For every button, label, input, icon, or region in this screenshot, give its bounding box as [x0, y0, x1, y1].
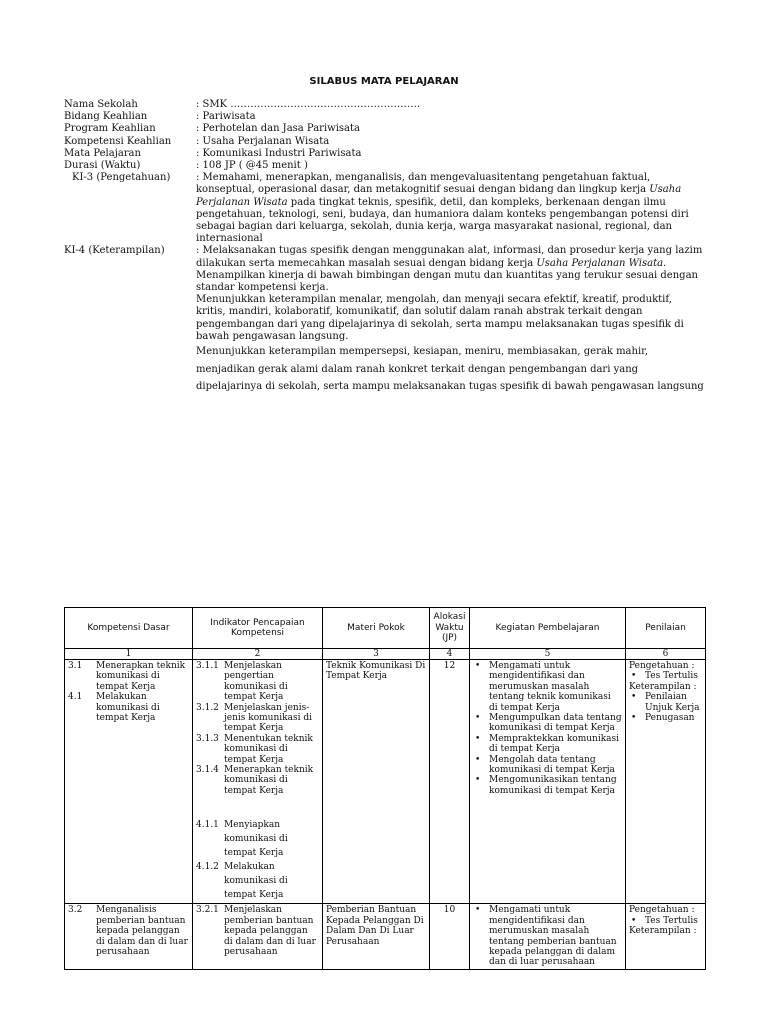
info-value: : Komunikasi Industri Pariwisata: [196, 147, 362, 159]
table-row: [65, 904, 706, 969]
penilaian-keterampilan-label: Keterampilan :: [629, 926, 697, 937]
info-row-ki3: [64, 172, 704, 245]
kegiatan-item: • Mengomunikasikan tentang komunikasi di tempat Kerja: [485, 775, 622, 796]
column-number: 4: [430, 649, 470, 660]
penilaian-keterampilan-list: [629, 692, 702, 723]
penilaian-cell: [626, 904, 706, 969]
penilaian-cell: [626, 660, 706, 904]
column-number: 3: [323, 649, 430, 660]
ipk-number: 4.1.2: [196, 862, 219, 873]
info-value: : Usaha Perjalanan Wisata: [196, 135, 330, 147]
info-label: Bidang Keahlian: [64, 111, 148, 123]
ki3-text-emphasis: Usaha Perjalanan Wisata: [196, 184, 682, 208]
kegiatan-item: • Mengolah data tentang komunikasi di tempat Kerja: [485, 755, 622, 776]
ipk-item: [196, 860, 319, 902]
ki4-text-part: Menampilkan kinerja di bawah bimbingan dengan mutu dan kuantitas yang terukur sesuai dengan standar kompetensi kerja.: [196, 269, 698, 294]
jp-cell: 10: [430, 904, 470, 969]
kegiatan-item: • Mengamati untuk mengidentifikasi dan merumuskan masalah tentang pemberian bantuan kepada pelanggan di dalam dan di luar perusahaan: [485, 905, 622, 967]
ki3-text-part: pada tingkat teknis, spesifik, detil, dan kompleks, berkenaan dengan ilmu pengetahuan, teknologi, seni, budaya, dan humaniora dalam konteks pengembangan potensi diri sebagai bagian dari keluarga, sekolah, dunia kerja, warga masyarakat nasional, regional, dan internasional: [196, 196, 689, 245]
info-value: : Pariwisata: [196, 111, 256, 123]
materi-cell: Pemberian Bantuan Kepada Pelanggan Di Dalam Dan Di Luar Perusahaan: [323, 904, 430, 969]
info-label: Kompetensi Keahlian: [64, 135, 172, 147]
kd-text: Melakukan komunikasi di tempat Kerja: [96, 692, 160, 724]
ipk-number: 4.1.1: [196, 820, 219, 831]
kd-item: [68, 905, 189, 957]
ki4-paragraph-3: Menunjukkan keterampilan mempersepsi, kesiapan, meniru, membiasakan, gerak mahir, menjadikan gerak alami dalam ranah konkret terkait dengan pengembangan dari yang dipelajarinya di sekolah, serta mampu melaksanakan tugas spesifik di bawah pengawasan langsung: [196, 346, 704, 393]
info-label: Program Keahlian: [64, 123, 156, 135]
ipk-item: [196, 765, 319, 796]
ipk-text: Menjelaskan pengertian komunikasi di tempat Kerja: [224, 661, 288, 703]
spacer: [196, 796, 319, 818]
penilaian-pengetahuan-list: [629, 916, 702, 926]
ipk-text: Menjelaskan pemberian bantuan kepada pelanggan di dalam dan di luar perusahaan: [224, 905, 316, 957]
ipk-cell: [193, 660, 323, 904]
ki4-text: [196, 245, 704, 395]
header-kompetensi-dasar: Kompetensi Dasar: [65, 608, 193, 649]
ki3-label: KI-3 (Pengetahuan): [72, 172, 171, 184]
kegiatan-item: • Mengamati untuk mengidentifikasi dan merumuskan masalah tentang teknik komunikasi di tempat Kerja: [485, 661, 622, 713]
penilaian-item: • Penugasan: [641, 713, 702, 723]
materi-cell: Teknik Komunikasi Di Tempat Kerja: [323, 660, 430, 904]
document-title: SILABUS MATA PELAJARAN: [309, 76, 459, 87]
course-info: [64, 99, 704, 396]
info-label: Nama Sekolah: [64, 99, 138, 110]
kd-number: 3.1: [68, 661, 83, 671]
kd-item: [68, 661, 189, 692]
info-value: : Perhotelan dan Jasa Pariwisata: [196, 123, 360, 135]
header-indikator: Indikator Pencapaian Kompetensi: [193, 608, 323, 649]
kd-number: 4.1: [68, 692, 83, 703]
ki4-label: KI-4 (Keterampilan): [64, 245, 165, 257]
kd-item: [68, 692, 189, 723]
kegiatan-list: [473, 905, 622, 967]
kegiatan-cell: [470, 660, 626, 904]
ki4-text-part: : Melaksanakan tugas spesifik dengan menggunakan alat, informasi, dan prosedur kerja yang lazim dilakukan serta memecahkan masalah sesuai dengan bidang kerja: [196, 245, 703, 269]
ipk-number: 3.1.4: [196, 765, 219, 776]
column-number: 5: [470, 649, 626, 660]
column-number: 2: [193, 649, 323, 660]
column-number: 1: [65, 649, 193, 660]
ki4-paragraph-2: Menunjukkan keterampilan menalar, mengolah, dan menyaji secara efektif, kreatif, produktif, kritis, mandiri, kolaboratif, komunikatif, dan solutif dalam ranah abstrak terkait dengan pengembangan dari yang dipelajarinya di sekolah, serta mampu melaksanakan tugas spesifik di bawah pengawasan langsung.: [196, 294, 684, 342]
kegiatan-cell: [470, 904, 626, 969]
kd-number: 3.2: [68, 905, 83, 916]
penilaian-item: • Tes Tertulis: [641, 916, 702, 926]
ipk-text: Menyiapkan komunikasi di tempat Kerja: [224, 820, 288, 859]
kd-cell: [65, 904, 193, 969]
ki4-paragraph-1: [196, 245, 704, 294]
ipk-number: 3.1.2: [196, 702, 219, 713]
ipk-item: [196, 905, 319, 957]
kd-text: Menerapkan teknik komunikasi di tempat Kerja: [96, 661, 186, 692]
info-label: Durasi (Waktu): [64, 160, 141, 172]
ipk-number: 3.2.1: [196, 905, 219, 916]
ipk-item: [196, 818, 319, 860]
header-penilaian: Penilaian: [626, 608, 706, 649]
info-row-duration: [64, 160, 704, 172]
ipk-text: Melakukan komunikasi di tempat Kerja: [224, 862, 288, 901]
ki4-text-emphasis: Usaha Perjalanan Wisata.: [536, 257, 667, 269]
ipk-text: Menjelaskan jenis-jenis komunikasi di tempat Kerja: [224, 702, 312, 734]
column-number: 6: [626, 649, 706, 660]
table-header-row: [65, 608, 706, 649]
table-row: [65, 660, 706, 904]
penilaian-item: • Penilaian Unjuk Kerja: [641, 692, 702, 713]
info-value: : 108 JP ( @45 menit ): [196, 160, 308, 172]
table-number-row: [65, 649, 706, 660]
header-materi-pokok: Materi Pokok: [323, 608, 430, 649]
kegiatan-item: • Mengumpulkan data tentang komunikasi di tempat Kerja: [485, 713, 622, 734]
kd-text: Menganalisis pemberian bantuan kepada pelanggan di dalam dan di luar perusahaan: [96, 905, 188, 957]
info-row-ki4: [64, 245, 704, 395]
ki3-text: [196, 172, 704, 245]
ipk-item: [196, 661, 319, 703]
ipk-text: Menentukan teknik komunikasi di tempat Kerja: [224, 733, 313, 765]
ipk-item: [196, 703, 319, 734]
kd-cell: [65, 660, 193, 904]
ipk-number: 3.1.1: [196, 661, 219, 671]
ipk-text: Menerapkan teknik komunikasi di tempat Kerja: [224, 765, 314, 796]
info-row-competency: [64, 136, 704, 148]
kegiatan-item: • Mempraktekkan komunikasi di tempat Kerja: [485, 734, 622, 755]
jp-cell: 12: [430, 660, 470, 904]
ki3-text-part: : Memahami, menerapkan, menganalisis, dan mengevaluasitentang pengetahuan faktual, konseptual, operasional dasar, dan metakognitif sesuai dengan bidang dan lingkup kerja: [196, 172, 651, 196]
info-row-program: [64, 123, 704, 135]
penilaian-pengetahuan-label: Pengetahuan :: [629, 905, 695, 916]
penilaian-item: • Tes Tertulis: [641, 671, 702, 681]
penilaian-keterampilan-label: Keterampilan :: [629, 681, 697, 692]
ipk-cell: [193, 904, 323, 969]
header-alokasi-waktu: Alokasi Waktu (JP): [430, 608, 470, 649]
kegiatan-list: [473, 661, 622, 796]
penilaian-pengetahuan-label: Pengetahuan :: [629, 661, 695, 671]
info-label: Mata Pelajaran: [64, 147, 141, 159]
ipk-number: 3.1.3: [196, 733, 219, 744]
penilaian-pengetahuan-list: [629, 671, 702, 681]
info-value: : SMK …………………………………………………: [196, 99, 421, 110]
info-row-field: [64, 111, 704, 123]
syllabus-table: [64, 607, 706, 970]
info-row-subject: [64, 148, 704, 160]
info-row-school: [64, 99, 704, 111]
header-kegiatan: Kegiatan Pembelajaran: [470, 608, 626, 649]
ipk-item: [196, 734, 319, 765]
